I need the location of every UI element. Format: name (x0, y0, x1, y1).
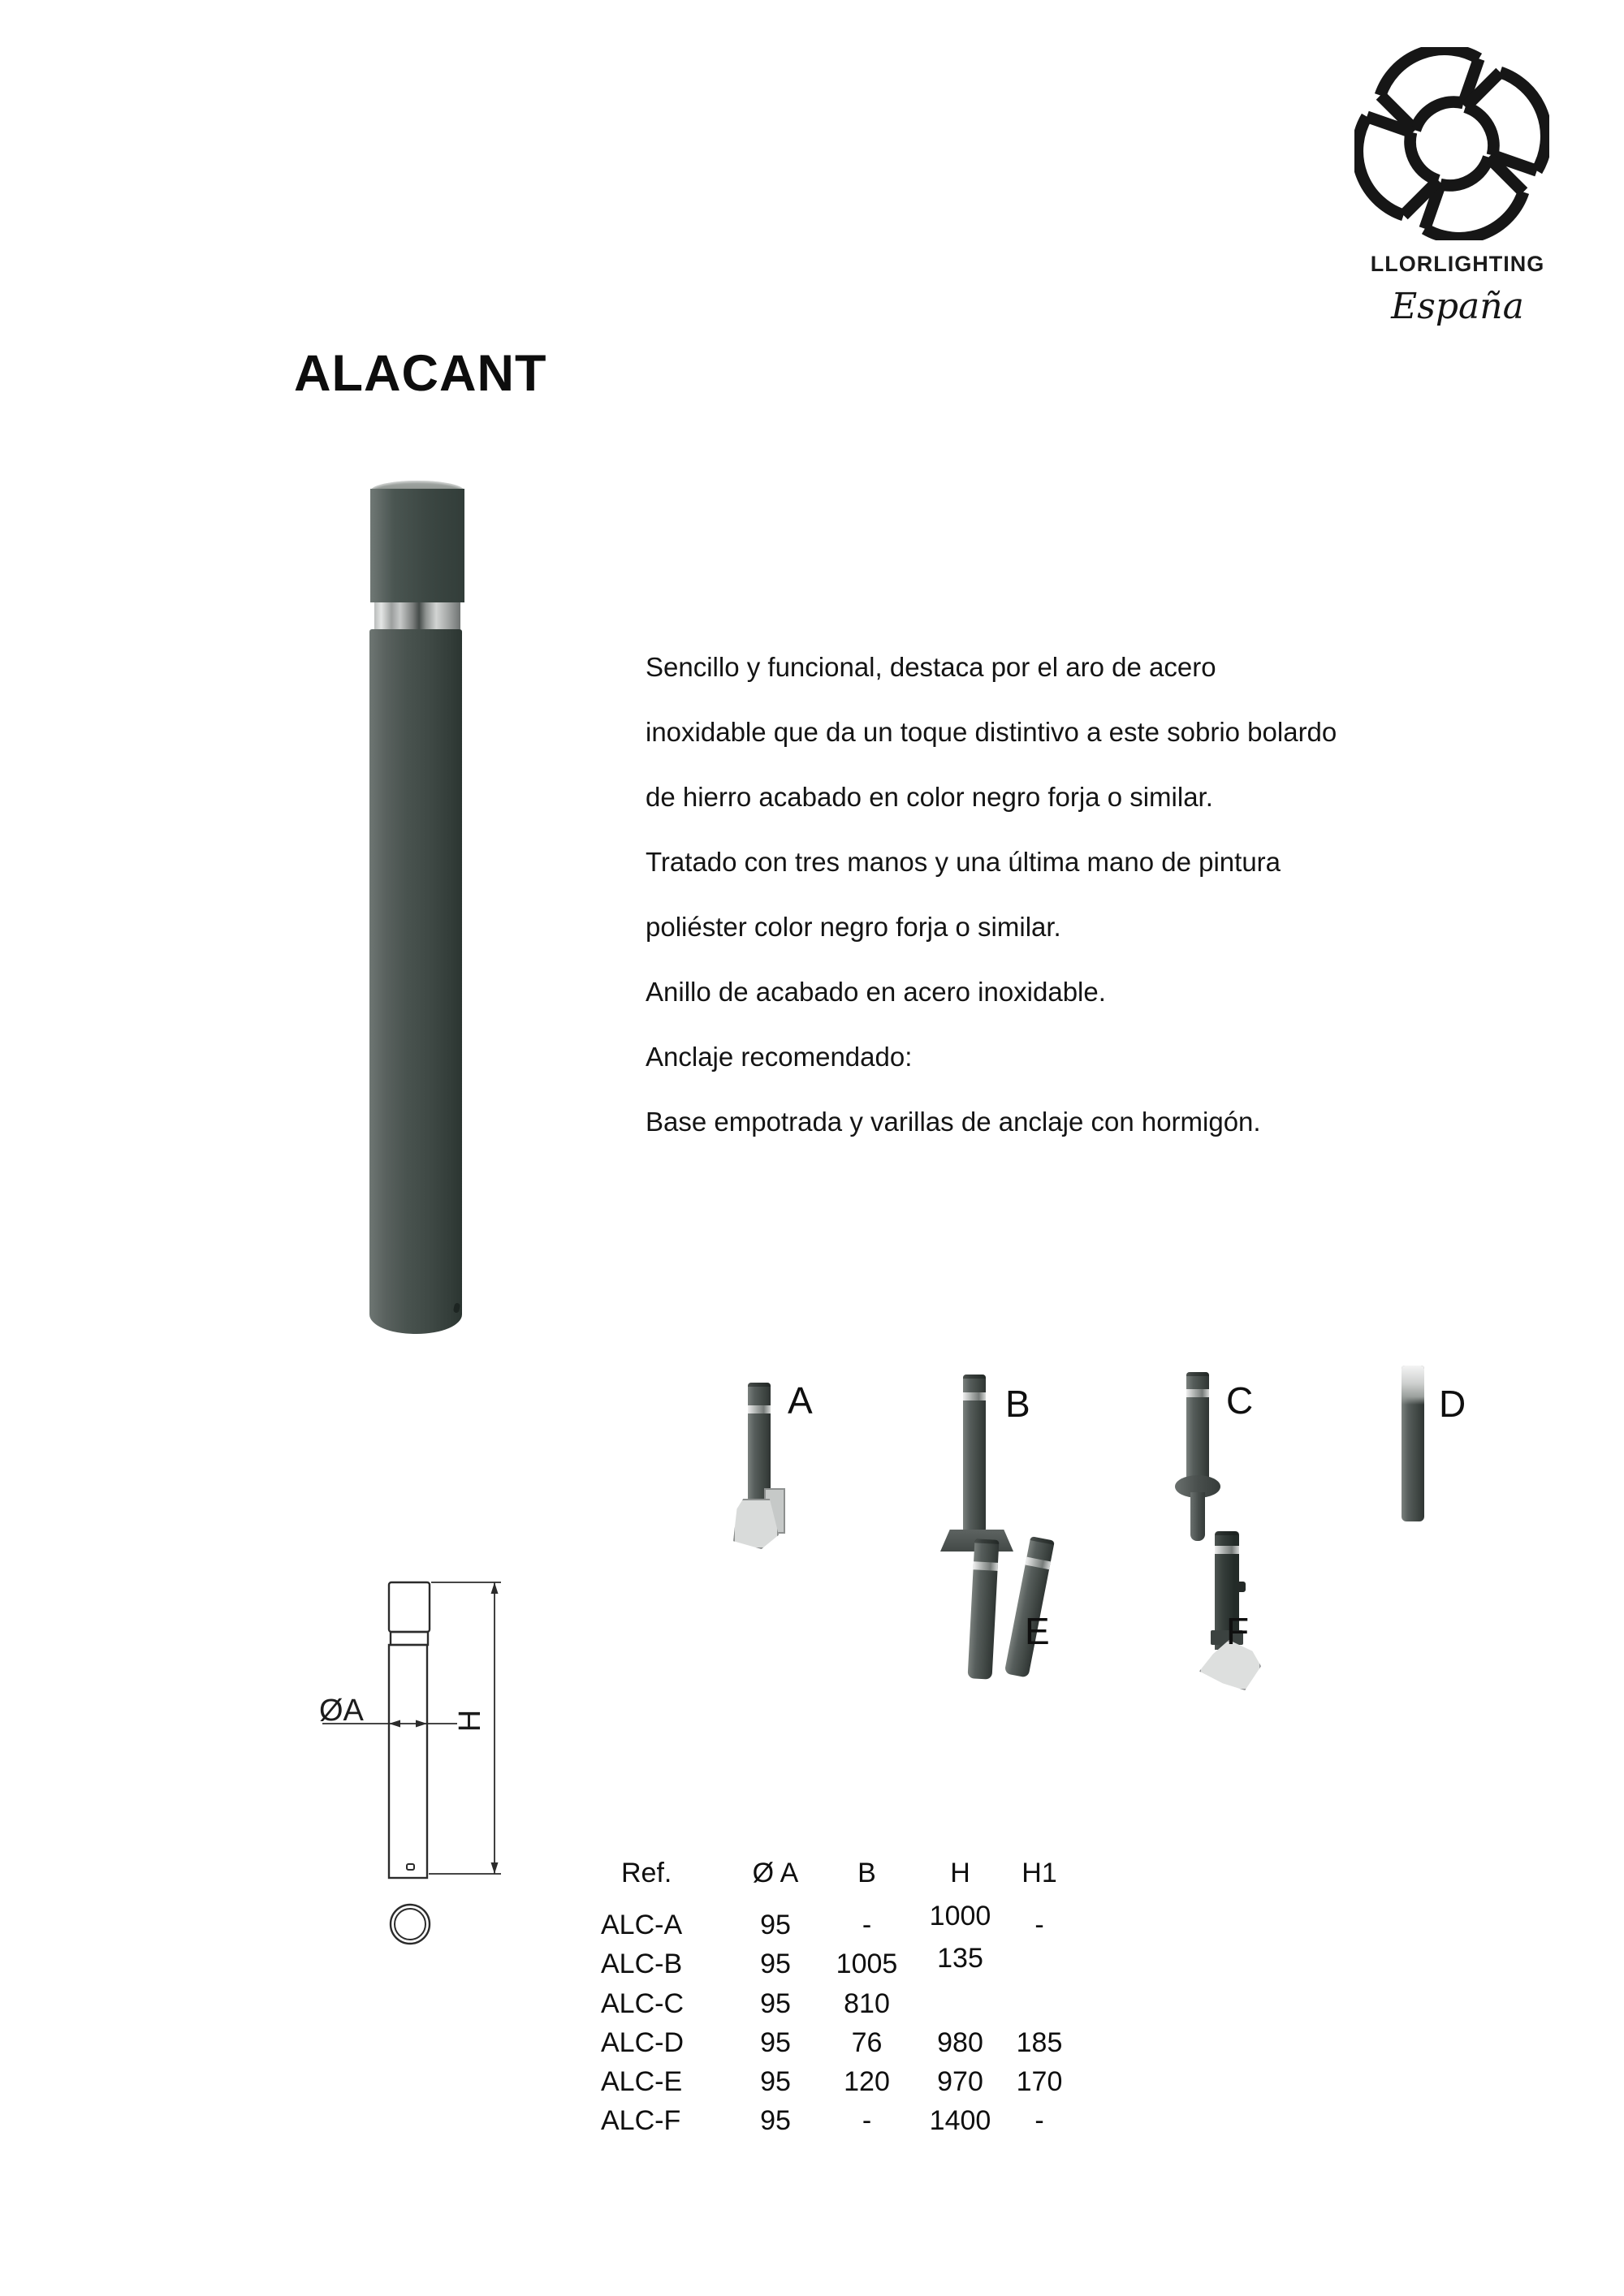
cell-dia: 95 (760, 1949, 791, 1979)
table-row (601, 2066, 1068, 2098)
variant-b-tube (963, 1375, 986, 1534)
variant-label-b: B (1005, 1383, 1030, 1425)
cell-h1: 185 (1016, 2027, 1063, 2058)
cell-b: 120 (844, 2066, 890, 2097)
cell-dia: 95 (760, 1988, 791, 2019)
cell-dia: 95 (760, 2105, 791, 2136)
brand-country: España (1391, 286, 1524, 327)
cell-h: 1400 (929, 2105, 991, 2136)
variant-label-a: A (788, 1379, 813, 1422)
description-block (646, 635, 1514, 1154)
col-header-h: H (950, 1858, 970, 1888)
description-line: Anclaje recomendado: (646, 1042, 913, 1072)
cell-dia: 95 (760, 1910, 791, 1940)
col-header-ref: Ref. (621, 1858, 672, 1888)
variant-label-d: D (1439, 1383, 1466, 1425)
col-header-h1: H1 (1021, 1858, 1057, 1888)
brand-name: LLORLIGHTING (1370, 252, 1545, 276)
cell-ref: ALC-F (601, 2105, 681, 2136)
variant-e-ring (1026, 1557, 1051, 1570)
variant-label-c: C (1226, 1379, 1254, 1422)
cell-h1 (1011, 1988, 1068, 2020)
description-line: Tratado con tres manos y una última mano de pintura (646, 847, 1281, 877)
cell-b: - (862, 1910, 872, 1940)
photo-body (369, 629, 462, 1334)
cell-b: - (862, 2105, 872, 2136)
cell-dia: 95 (760, 2027, 791, 2058)
variant-f-ring (1215, 1546, 1239, 1554)
variant-e-cap (1030, 1536, 1054, 1545)
cell-ref: ALC-A (601, 1910, 683, 1940)
variant-label-e: E (1025, 1610, 1050, 1652)
pinwheel-logo-icon (1354, 47, 1549, 240)
table-row (601, 2105, 1068, 2137)
cell-h: 135 (937, 1943, 983, 1974)
description-line: Anillo de acabado en acero inoxidable. (646, 977, 1106, 1007)
cell-ref: ALC-D (601, 2027, 685, 2058)
col-header-dia: Ø A (752, 1858, 799, 1888)
col-header-b: B (857, 1858, 876, 1888)
variant-c-spigot (1190, 1492, 1205, 1541)
variant-a-cap (748, 1383, 771, 1387)
cell-ref: ALC-C (601, 1988, 685, 2019)
cell-b: 1005 (836, 1949, 898, 1979)
table-row (601, 2027, 1068, 2059)
variant-e-tube-front (968, 1539, 1000, 1679)
variant-d-stainless-top (1402, 1366, 1424, 1405)
table-row (601, 1988, 1068, 2020)
cell-h: 970 (937, 2066, 983, 2097)
cell-h: 1000 (929, 1901, 991, 1931)
variant-a-ring (748, 1405, 771, 1413)
variant-a-tube (748, 1383, 771, 1504)
cell-h: 980 (937, 2027, 983, 2058)
variant-e-cap (974, 1539, 999, 1544)
description-line: Sencillo y funcional, destaca por el aro de acero (646, 652, 1216, 682)
variant-f-cap (1215, 1531, 1239, 1535)
description-line: poliéster color negro forja o similar. (646, 912, 1061, 942)
cell-ref: ALC-B (601, 1949, 683, 1979)
photo-steel-ring (374, 602, 460, 629)
cell-dia: 95 (760, 2066, 791, 2097)
dim-label-diameter: ØA (319, 1694, 364, 1728)
variant-f-lock-knob (1237, 1582, 1246, 1592)
tech-drawing (313, 1571, 548, 1957)
spec-table-header (601, 1858, 1068, 1889)
description-line: de hierro acabado en color negro forja o similar. (646, 782, 1213, 812)
variant-b-cap (963, 1375, 986, 1379)
variant-c-cap (1186, 1372, 1209, 1376)
cell-h (909, 1988, 1011, 2020)
cell-h1: 170 (1016, 2066, 1063, 2097)
cell-ref: ALC-E (601, 2066, 683, 2097)
page-title: ALACANT (294, 345, 547, 402)
variant-b-ring (963, 1392, 986, 1400)
variant-c-ring (1186, 1389, 1209, 1397)
variant-e-ring (974, 1561, 998, 1571)
dim-label-height: H (453, 1709, 488, 1733)
variant-label-f: F (1226, 1610, 1250, 1652)
description-line: inoxidable que da un toque distintivo a este sobrio bolardo (646, 717, 1337, 747)
cell-b: 76 (851, 2027, 883, 2058)
cell-h1 (1011, 1949, 1068, 1980)
photo-cap (370, 489, 464, 602)
cell-h1: - (1034, 1910, 1044, 1940)
variant-e-tube-rear (1004, 1536, 1055, 1678)
table-row (601, 1943, 1068, 1980)
variant-c-tube (1186, 1372, 1209, 1486)
table-row (601, 1901, 1068, 1941)
cell-h1: - (1034, 2105, 1044, 2136)
description-line: Base empotrada y varillas de anclaje con hormigón. (646, 1107, 1261, 1137)
cell-b: 810 (844, 1988, 890, 2019)
